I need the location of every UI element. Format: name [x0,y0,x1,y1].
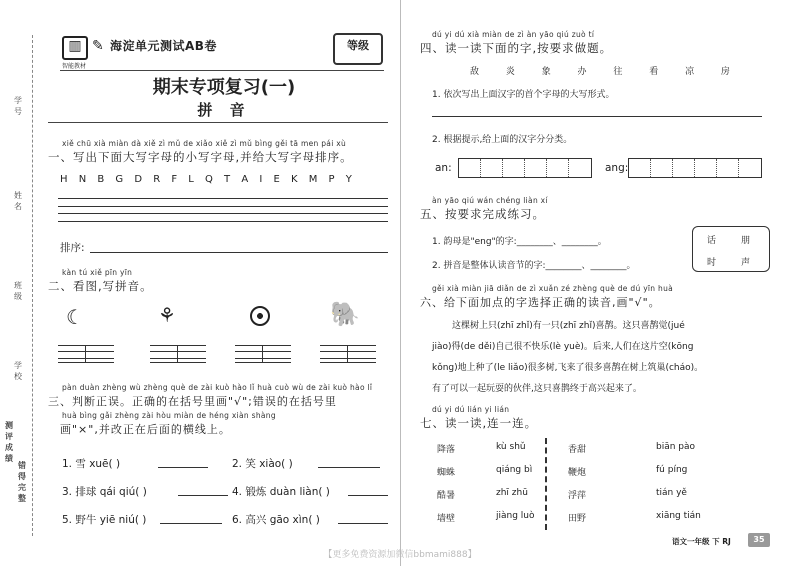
page-subtitle: 拼 音 [197,101,251,119]
q7-far-word[interactable]: tián yě [656,488,687,498]
q7-left-word[interactable]: 墙壁 [437,514,456,524]
q5-box-char: 声 [741,258,751,268]
q7-far-word[interactable]: fú píng [656,465,688,475]
q1-title: 一、写出下面大写字母的小写字母,并给大写字母排序。 [48,150,353,164]
page-divider [400,0,401,566]
q7-divider [545,438,547,530]
q3-line-5[interactable] [160,523,222,524]
football-icon [250,306,270,326]
q5-box-char: 话 [707,236,717,246]
q5-pinyin: àn yāo qiú wán chéng liàn xí [432,196,548,205]
q6-line-3: kǒng)地上种了(le liǎo)很多树,飞来了很多喜鹊在树上筑巢(cháo)。 [432,363,704,373]
q7-pinyin-word[interactable]: zhī zhū [496,488,528,498]
q7-pinyin-word[interactable]: qiáng bì [496,465,533,475]
q4-char: 炎 [505,67,515,77]
q3-item-3: 3. 排球 qái qiú( ) [62,486,147,498]
margin-label-name: 姓名 [14,191,22,211]
footer-label: 语文一年级 下 RJ [672,537,731,546]
q1-sort-label: 排序: [60,242,85,254]
margin-label-note: 错得完整 [18,461,26,503]
page-number: 35 [748,533,770,547]
q7-far-word[interactable]: xiāng tián [656,511,701,521]
q7-pinyin-word[interactable]: kù shǔ [496,442,526,452]
grade-label: 等级 [347,39,369,52]
q5-char-box [692,226,770,272]
q2-answer-box-1[interactable] [58,345,114,363]
moon-icon: ☾ [66,305,84,329]
q3-pinyin-2: huà bìng gǎi zhèng zài hòu miàn de héng xiàn shàng [62,411,276,420]
q2-title: 二、看图,写拼音。 [48,279,153,293]
q4-an-grid[interactable] [458,158,592,178]
q2-answer-box-4[interactable] [320,345,376,363]
q3-title-1: 三、判断正误。正确的在括号里画"√";错误的在括号里 [48,395,337,408]
q3-item-5: 5. 野牛 yiē niú( ) [62,514,147,526]
logo-icon: ▥ [62,36,88,60]
q6-line-4: 有了可以一起玩耍的伙伴,这只喜鹊终于高兴起来了。 [432,384,642,394]
q3-pinyin-1: pàn duàn zhèng wù zhèng què de zài kuò hào lǐ huà cuò wù de zài kuò hào lǐ [62,383,373,392]
grade-box [333,33,383,65]
q7-left-word[interactable]: 降落 [437,445,456,455]
q2-answer-box-3[interactable] [235,345,291,363]
q7-right-word[interactable]: 香甜 [568,445,587,455]
page-title: 期末专项复习(一) [152,77,296,98]
q7-pinyin: dú yi dú lián yi lián [432,405,510,414]
q5-box-char: 时 [707,258,717,268]
q4-char: 看 [649,67,659,77]
q4-char: 办 [577,67,587,77]
q4-char: 房 [720,67,730,77]
q7-left-word[interactable]: 蜘蛛 [437,468,456,478]
brand-sub: 智能教材 [62,63,87,70]
q5-title: 五、按要求完成练习。 [420,207,545,221]
elephant-icon: 🐘 [330,300,360,328]
q1-writing-lines[interactable] [58,198,388,222]
q4-ang-label: ang: [605,162,629,174]
q5-sub-2: 2. 拼音是整体认读音节的字:________、________。 [432,261,636,271]
q7-far-word[interactable]: biān pào [656,442,696,452]
q2-pinyin: kàn tú xiě pīn yīn [62,268,133,277]
q3-line-1[interactable] [158,467,208,468]
q4-line-1[interactable] [432,116,762,117]
q6-pinyin: gěi xià miàn jiā diǎn de zì xuǎn zé zhèng què de dú yīn huà [432,284,674,293]
q6-title: 六、给下面加点的字选择正确的读音,画"√"。 [420,296,661,309]
q7-right-word[interactable]: 鞭炮 [568,468,587,478]
q4-char: 敌 [470,67,480,77]
q6-line-1: 这棵树上只(zhī zhǐ)有一只(zhī zhǐ)喜鹊。这只喜鹊觉(jué [452,321,685,331]
q3-line-2[interactable] [318,467,380,468]
q3-title-2: 画"×",并改正在后面的横线上。 [60,423,231,436]
q7-right-word[interactable]: 浮萍 [568,491,587,501]
q4-sub-2: 2. 根据提示,给上面的汉字分分类。 [432,135,573,145]
brand-title: 海淀单元测试AB卷 [110,39,217,53]
dragonfly-icon: ⚘ [158,303,176,327]
fold-line [32,35,33,536]
q5-sub-1: 1. 韵母是"eng"的字:________、________。 [432,237,607,247]
q4-char: 往 [613,67,623,77]
q4-char: 凉 [685,67,695,77]
q7-left-word[interactable]: 酷暑 [437,491,456,501]
q1-letters: H N B G D R F L Q T A I E K M P Y [60,174,356,185]
q7-pinyin-word[interactable]: jiàng luò [496,511,535,521]
q3-line-4[interactable] [348,495,388,496]
q1-pinyin: xiě chū xià miàn dà xiě zì mǔ de xiǎo xiě zì mǔ bìng gěi tā men pái xù [62,139,347,148]
q4-sub-1: 1. 依次写出上面汉字的首个字母的大写形式。 [432,90,615,100]
q6-line-2: jiào)得(de děi)自己很不快乐(lè yuè)。后来,人们在这片空(kōng [432,342,694,352]
margin-label-school: 学校 [14,361,22,381]
q3-item-4: 4. 锻炼 duàn liàn( ) [232,486,330,498]
q3-line-3[interactable] [178,495,228,496]
margin-label-class: 班级 [14,281,22,301]
q3-line-6[interactable] [338,523,388,524]
q3-item-6: 6. 高兴 gāo xìn( ) [232,514,320,526]
title-rule [48,122,388,123]
q4-char: 象 [541,67,551,77]
margin-label-number: 学号 [14,96,22,116]
q4-an-label: an: [435,162,452,174]
watermark: 【更多免费资源加微信bbmami888】 [323,550,477,560]
q1-sort-line[interactable] [90,252,388,253]
margin-label-score: 测评成绩 [5,421,13,463]
q7-title: 七、读一读,连一连。 [420,416,538,430]
q3-item-1: 1. 雪 xuē( ) [62,458,121,470]
q3-item-2: 2. 笑 xiào( ) [232,458,293,470]
logo-script: ✎ [92,38,104,54]
q4-title: 四、读一读下面的字,按要求做题。 [420,41,613,55]
q2-answer-box-2[interactable] [150,345,206,363]
q4-chars [470,64,730,77]
header-rule [60,70,384,71]
q4-ang-grid[interactable] [628,158,762,178]
q4-pinyin: dú yi dú xià miàn de zì àn yāo qiú zuò tí [432,30,595,39]
q7-right-word[interactable]: 田野 [568,514,587,524]
q5-box-char: 朋 [741,236,751,246]
